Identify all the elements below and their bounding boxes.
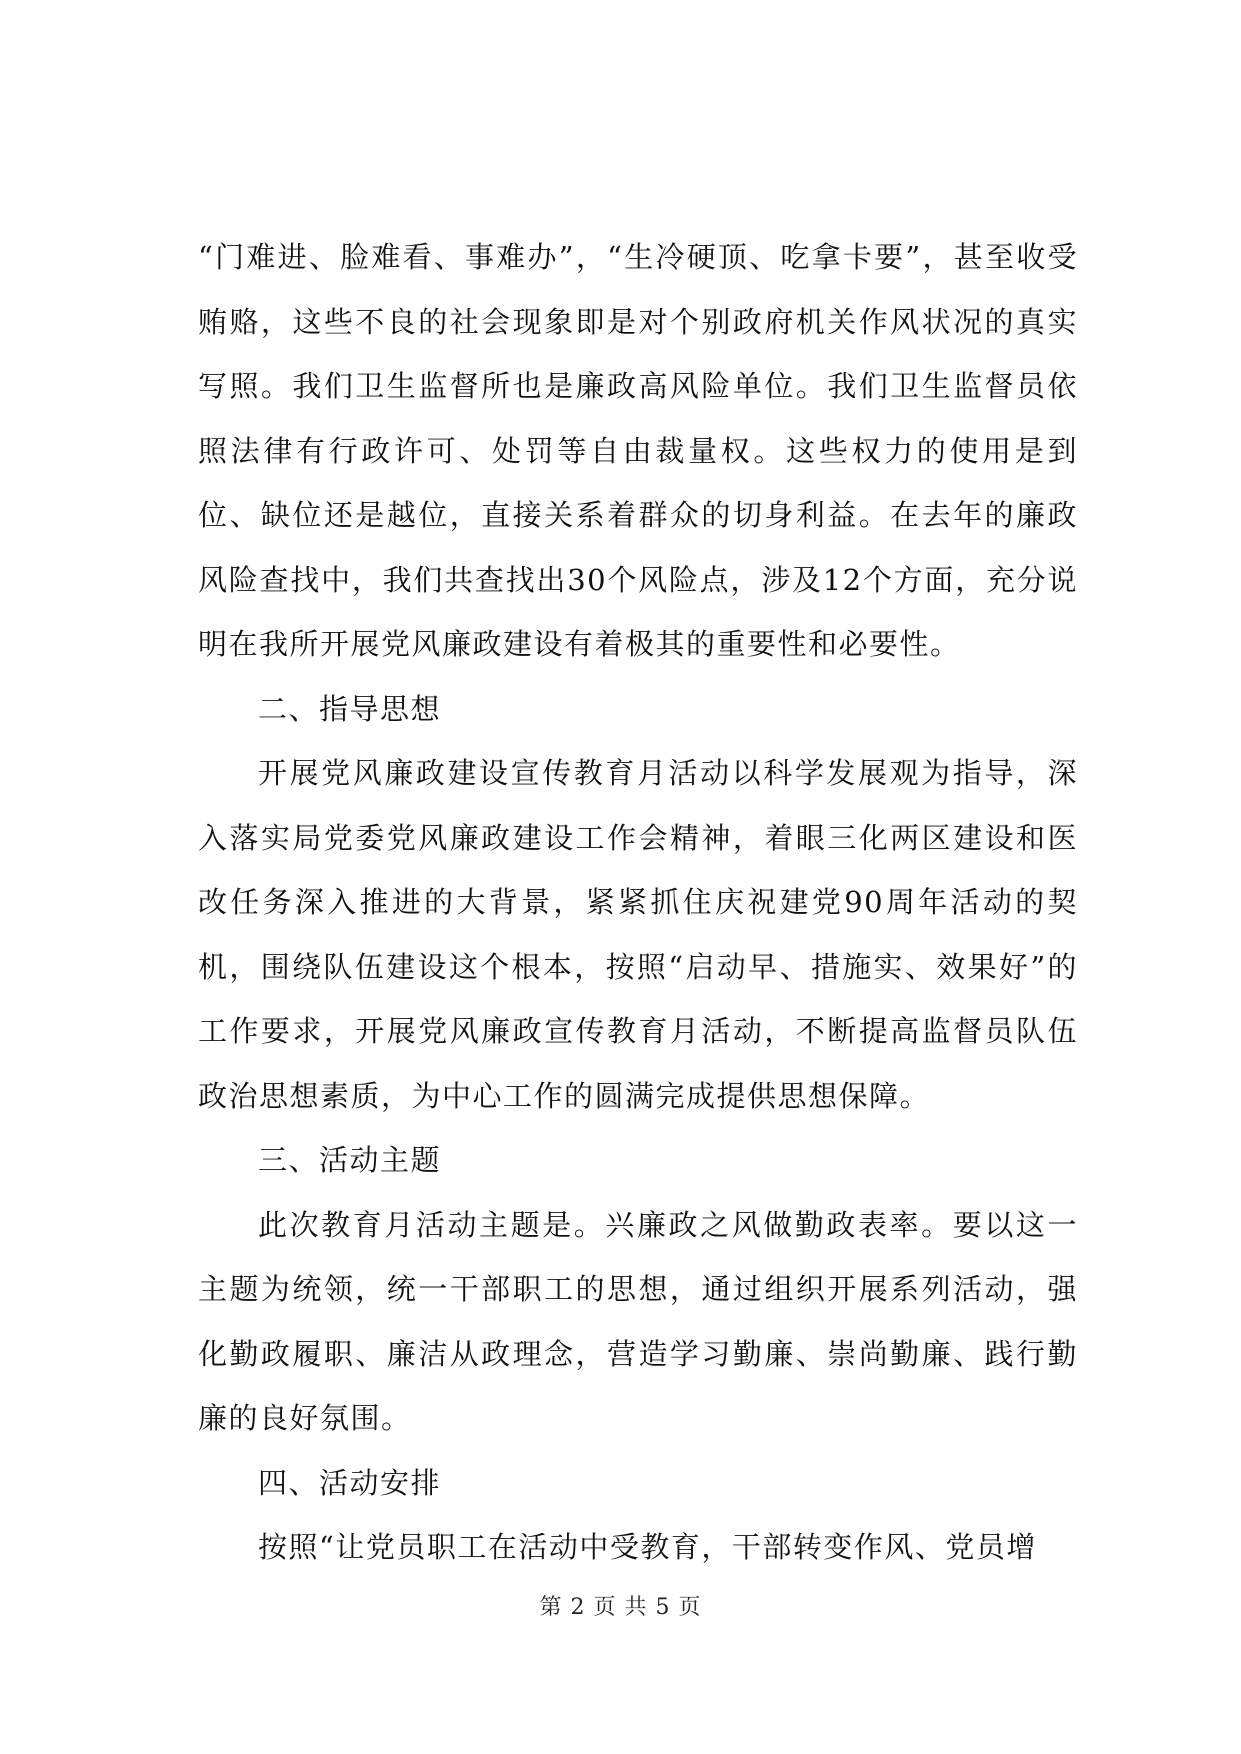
- page-number-footer: 第 2 页 共 5 页: [539, 1595, 702, 1620]
- paragraph-continuation: “门难进、脸难看、事难办”，“生冷硬顶、吃拿卡要”，甚至收受贿赂，这些不良的社会现象即是对个别政府机关作风状况的真实写照。我们卫生监督所也是廉政高风险单位。我们卫生监督员依照法律有行政许可、处罚等自由裁量权。这些权力的使用是到位、缺位还是越位，直接关系着群众的切身利益。在去年的廉政风险查找中，我们共查找出30个风险点，涉及12个方面，充分说明在我所开展党风廉政建设有着极其的重要性和必要性。: [198, 240, 1078, 661]
- document-body: [198, 225, 1078, 1580]
- paragraph-activity-theme: 此次教育月活动主题是。兴廉政之风做勤政表率。要以这一主题为统领，统一干部职工的思想，通过组织开展系列活动，强化勤政履职、廉洁从政理念，营造学习勤廉、崇尚勤廉、践行勤廉的良好氛围。: [198, 1207, 1078, 1435]
- paragraph-guiding-ideology: 开展党风廉政建设宣传教育月活动以科学发展观为指导，深入落实局党委党风廉政建设工作会精神，着眼三化两区建设和医改任务深入推进的大背景，紧紧抓住庆祝建党90周年活动的契机，围绕队伍建设这个根本，按照“启动早、措施实、效果好”的工作要求，开展党风廉政宣传教育月活动，不断提高监督员队伍政治思想素质，为中心工作的圆满完成提供思想保障。: [198, 756, 1078, 1113]
- section-heading-activity-theme: 三、活动主题: [258, 1143, 442, 1177]
- section-heading-activity-arrangement: 四、活动安排: [258, 1465, 442, 1500]
- paragraph-activity-arrangement: 按照“让党员职工在活动中受教育，干部转变作风、党员增: [258, 1530, 1037, 1564]
- section-heading-guiding-ideology: 二、指导思想: [258, 691, 442, 726]
